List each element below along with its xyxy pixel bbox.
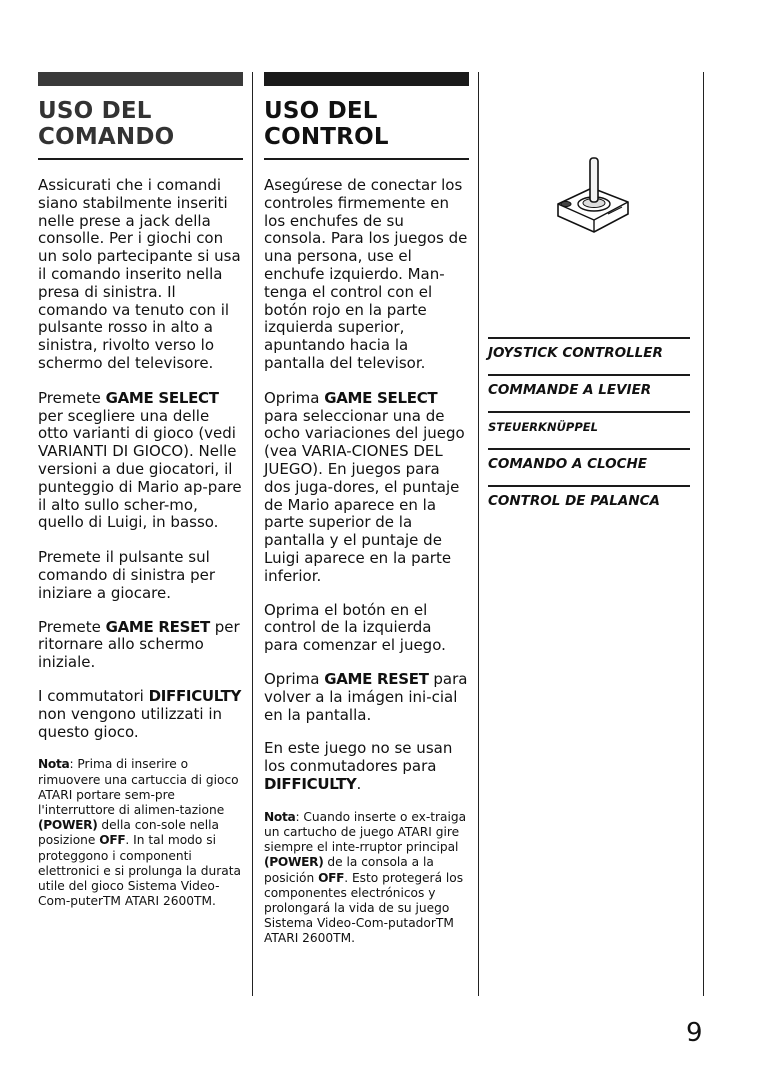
paragraph: Asegúrese de conectar los controles firmemente en los enchufes de su consola. Para los juegos de una persona, use el enchufe izquierdo. Man-tenga el control con el botón rojo en la parte izquierda superior, apuntando hacia la pantalla del televisor.	[264, 176, 468, 372]
controller-label: COMMANDE A LEVIER	[488, 374, 690, 409]
paragraph: I commutatori DIFFICULTY non vengono utilizzati in questo gioco.	[38, 686, 242, 741]
title-line-1: USO DEL	[264, 98, 378, 124]
note-label: Nota	[264, 809, 296, 824]
paragraph: Premete il pulsante sul comando di sinistra per iniziare a giocare.	[38, 548, 216, 602]
column-spanish	[264, 72, 469, 964]
controller-label: COMANDO A CLOCHE	[488, 448, 690, 483]
paragraph: Premete GAME SELECT per scegliere una delle otto varianti di gioco (vedi VARIANTI DI GIOCO). Nelle versioni a due giocatori, il punteggio di Mario ap-pare il alto sullo scher-mo, quello di Luigi, in basso.	[38, 388, 242, 532]
note-paragraph: Nota: Prima di inserire o rimuovere una cartuccia di gioco ATARI portare sem-pre l'interruttore di alimen-tazione (POWER) della con-sole nella posizione OFF. In tal modo si proteggono i componenti elettronici e si prolunga la durata utile del gioco Sistema Video-Com-puterTM ATARI 2600TM.	[38, 757, 241, 909]
controller-label: JOYSTICK CONTROLLER	[488, 337, 690, 372]
paragraph: Oprima GAME SELECT para seleccionar una de ocho variaciones del juego (vea VARIA-CIONES DEL JUEGO). En juegos para dos juga-dores, el puntaje de Mario aparece en la parte superior de la pantalla y el puntaje de Luigi aparece en la parte inferior.	[264, 388, 465, 585]
page-number: 9	[686, 1018, 703, 1048]
title-line-2: COMANDO	[38, 124, 175, 150]
title-line-1: USO DEL	[38, 98, 152, 124]
bold-term: GAME RESET	[105, 617, 210, 636]
column-italian	[38, 72, 243, 926]
paragraph: Oprima el botón en el control de la izquierda para comenzar el juego.	[264, 600, 446, 655]
column-divider-1	[252, 72, 253, 996]
section-title	[264, 98, 469, 150]
section-body	[264, 177, 469, 947]
section-title	[38, 98, 243, 150]
joystick-icon	[548, 152, 638, 242]
paragraph: Premete GAME RESET per ritornare allo schermo iniziale.	[38, 617, 240, 672]
title-rule	[38, 158, 243, 160]
column-divider-3	[703, 72, 704, 996]
bold-term: GAME SELECT	[105, 388, 219, 407]
bold-term: DIFFICULTY	[264, 774, 357, 793]
controller-label: CONTROL DE PALANCA	[488, 485, 690, 520]
paragraph: En este juego no se usan los conmutadores para DIFFICULTY.	[264, 739, 453, 793]
bold-term: GAME RESET	[324, 669, 429, 688]
paragraph: Assicurati che i comandi siano stabilmente inseriti nelle prese a jack della consolle. Per i giochi con un solo partecipante si usa il comando inserito nella presa di sinistra. Il comando va tenuto con il pulsante rosso in alto a sinistra, rivolto verso lo schermo del televisore.	[38, 176, 241, 372]
controller-label: STEUERKNÜPPEL	[488, 411, 690, 446]
controller-label-list	[488, 337, 690, 522]
paragraph: Oprima GAME RESET para volver a la imágen ini-cial en la pantalla.	[264, 669, 468, 724]
section-top-bar	[264, 72, 469, 86]
title-line-2: CONTROL	[264, 124, 389, 150]
bold-term: DIFFICULTY	[148, 686, 242, 705]
column-divider-2	[478, 72, 479, 996]
bold-term: GAME SELECT	[324, 388, 438, 407]
note-paragraph: Nota: Cuando inserte o ex-traiga un cartucho de juego ATARI gire siempre el inte-rruptor principal (POWER) de la consola a la posición OFF. Esto protegerá los componentes electrónicos y prolongará la vida de su juego Sistema Video-Com-putadorTM ATARI 2600TM.	[264, 809, 467, 946]
title-rule	[264, 158, 469, 160]
note-label: Nota	[38, 757, 70, 772]
section-top-bar	[38, 72, 243, 86]
section-body	[38, 177, 243, 909]
